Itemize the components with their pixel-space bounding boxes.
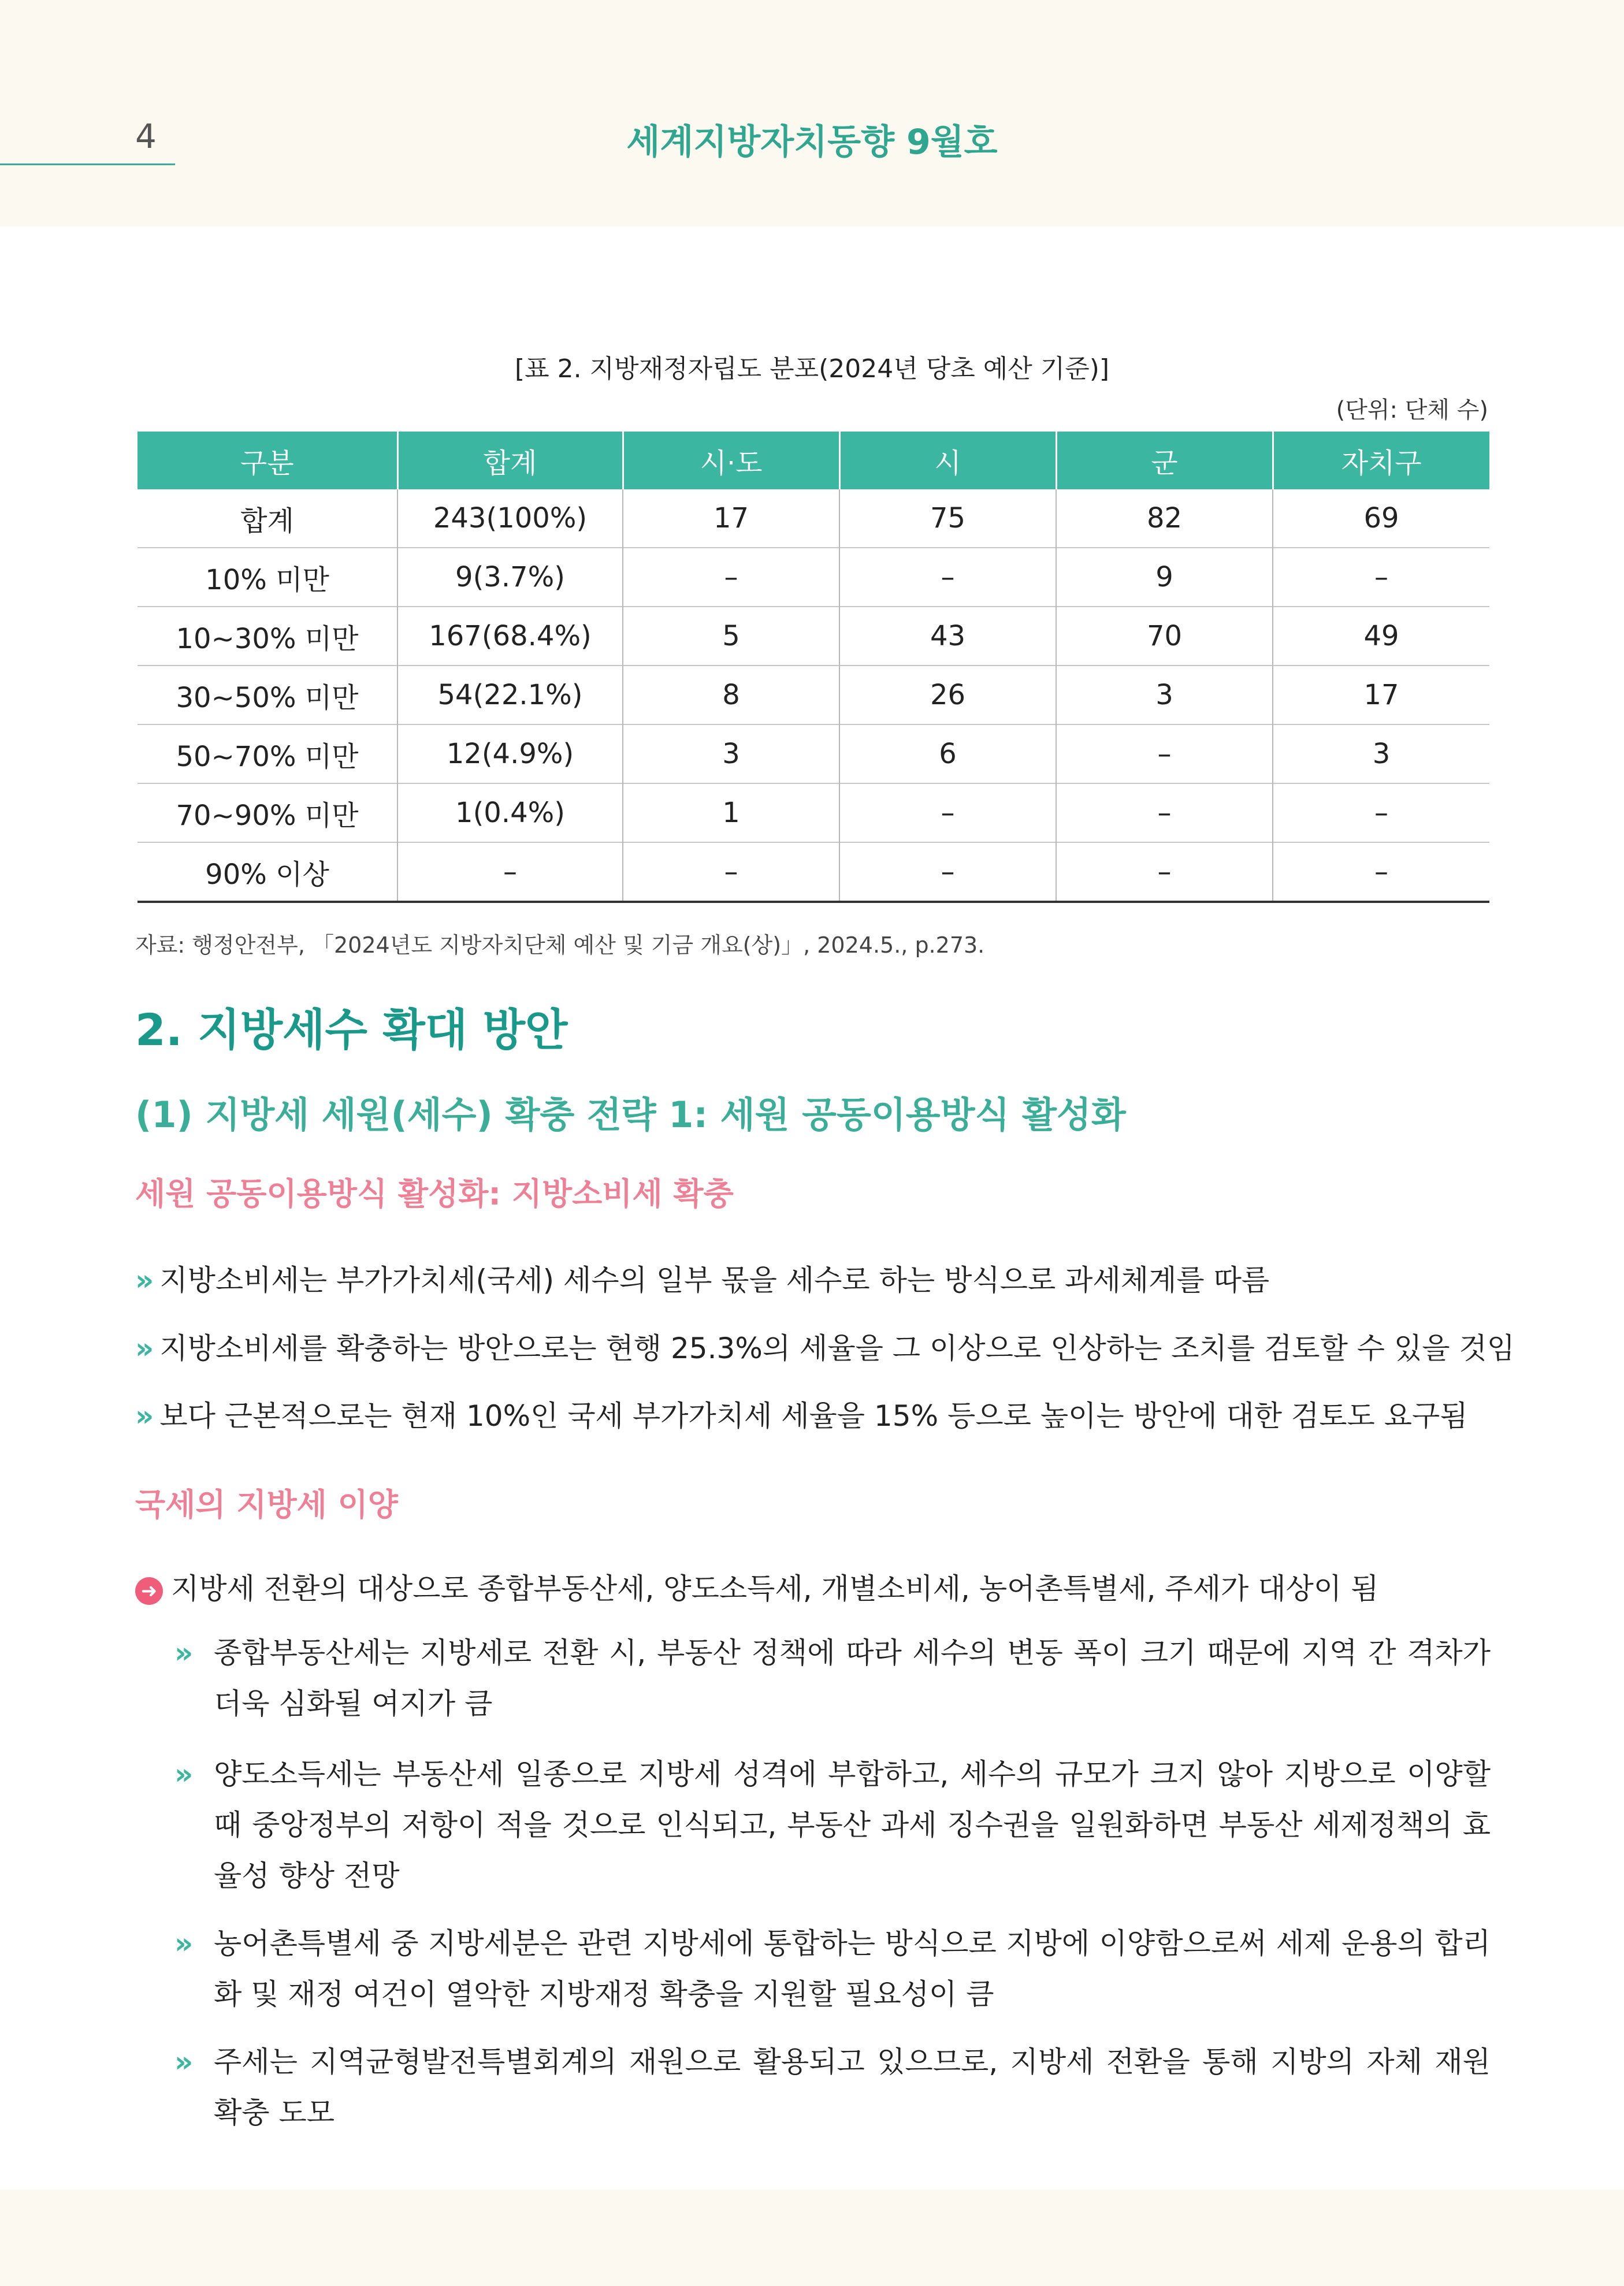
table-cell: 17	[1273, 666, 1489, 724]
table-cell: 6	[839, 724, 1056, 783]
table-cell: 26	[839, 666, 1056, 724]
table-cell: 3	[1273, 724, 1489, 783]
column-header: 구분	[137, 432, 397, 489]
list-item	[135, 1257, 1269, 1299]
table-cell: –	[623, 842, 839, 902]
list-item-text: 지방소비세를 확충하는 방안으로는 현행 25.3%의 세율을 그 이상으로 인상하는 조치를 검토할 수 있을 것임	[159, 1332, 1515, 1365]
double-chevron-right-icon: »	[174, 1757, 194, 1791]
sub-list-item-text: 농어촌특별세 중 지방세분은 관련 지방세에 통합하는 방식으로 지방에 이양함으로써 세제 운용의 합리화 및 재정 여건이 열악한 지방재정 확충을 지원할 필요성이 큼	[214, 1927, 1491, 2011]
footer-band	[0, 2190, 1624, 2286]
table-cell: –	[839, 783, 1056, 842]
table-cell: 49	[1273, 607, 1489, 666]
table-cell: 70~90% 미만	[137, 783, 397, 842]
sub-list-item-text: 양도소득세는 부동산세 일종으로 지방세 성격에 부합하고, 세수의 규모가 크지 않아 지방으로 이양할 때 중앙정부의 저항이 적을 것으로 인식되고, 부동산 과세 징수권을 일원화하면 부동산 세제정책의 효율성 향상 전망	[214, 1757, 1491, 1893]
table-unit-note: (단위: 단체 수)	[1336, 397, 1488, 423]
table-row	[137, 666, 1489, 724]
table-cell: 75	[839, 489, 1056, 548]
table-cell: 8	[623, 666, 839, 724]
double-chevron-right-icon: »	[174, 1927, 194, 1960]
table-caption: [표 2. 지방재정자립도 분포(2024년 당초 예산 기준)]	[514, 354, 1110, 384]
double-chevron-right-icon: »	[174, 1636, 194, 1670]
table-cell: 1(0.4%)	[397, 783, 623, 842]
circle-arrow-right-icon: ➜	[135, 1577, 163, 1605]
double-chevron-right-icon: »	[135, 1263, 154, 1297]
table-cell: 167(68.4%)	[397, 607, 623, 666]
table-row	[137, 783, 1489, 842]
table-row	[137, 489, 1489, 548]
sub-list-item	[174, 1918, 1491, 2020]
table-header-row	[137, 432, 1489, 489]
table-source-note: 자료: 행정안전부, 「2024년도 지방자치단체 예산 및 기금 개요(상)」, 2024.5., p.273.	[135, 932, 985, 958]
table-cell: 17	[623, 489, 839, 548]
table-cell: –	[1273, 842, 1489, 902]
table-cell: 10% 미만	[137, 548, 397, 607]
table-cell: –	[623, 548, 839, 607]
table-cell: –	[397, 842, 623, 902]
double-chevron-right-icon: »	[135, 1332, 154, 1365]
list-item	[135, 1393, 1468, 1434]
topic-title-tax-transfer: 국세의 지방세 이양	[135, 1486, 398, 1523]
header-band	[0, 0, 1624, 226]
table-cell: –	[839, 548, 1056, 607]
distribution-table	[137, 432, 1489, 903]
table-cell: –	[1056, 724, 1273, 783]
table-cell: 12(4.9%)	[397, 724, 623, 783]
table-cell: 70	[1056, 607, 1273, 666]
table-cell: 9(3.7%)	[397, 548, 623, 607]
section-subheading: (1) 지방세 세원(세수) 확충 전략 1: 세원 공동이용방식 활성화	[135, 1094, 1126, 1136]
sub-list-item-text: 주세는 지역균형발전특별회계의 재원으로 활용되고 있으므로, 지방세 전환을 통해 지방의 자체 재원 확충 도모	[214, 2045, 1491, 2129]
column-header: 자치구	[1273, 432, 1489, 489]
column-header: 합계	[397, 432, 623, 489]
table-row	[137, 607, 1489, 666]
lead-item	[135, 1566, 1378, 1607]
section-heading: 2. 지방세수 확대 방안	[135, 1004, 568, 1055]
page-number: 4	[135, 117, 157, 156]
topic-title-vat-expansion: 세원 공동이용방식 활성화: 지방소비세 확충	[135, 1176, 734, 1212]
table-cell: –	[1273, 548, 1489, 607]
table-cell: 3	[1056, 666, 1273, 724]
table-cell: 54(22.1%)	[397, 666, 623, 724]
table-cell: –	[1273, 783, 1489, 842]
sub-list-item	[174, 1749, 1491, 1901]
lead-item-text: 지방세 전환의 대상으로 종합부동산세, 양도소득세, 개별소비세, 농어촌특별세, 주세가 대상이 됨	[171, 1572, 1379, 1605]
table-cell: –	[839, 842, 1056, 902]
table-row	[137, 548, 1489, 607]
sub-list-item-text: 종합부동산세는 지방세로 전환 시, 부동산 정책에 따라 세수의 변동 폭이 크기 때문에 지역 간 격차가 더욱 심화될 여지가 큼	[214, 1636, 1491, 1720]
table-cell: 합계	[240, 504, 294, 537]
table-cell: –	[1056, 783, 1273, 842]
column-header: 시·도	[623, 432, 839, 489]
publication-title: 세계지방자치동향 9월호	[626, 122, 998, 162]
table-cell: 1	[623, 783, 839, 842]
table-row	[137, 724, 1489, 783]
table-cell: 30~50% 미만	[137, 666, 397, 724]
table-cell: 3	[623, 724, 839, 783]
column-header: 시	[839, 432, 1056, 489]
double-chevron-right-icon: »	[135, 1399, 154, 1433]
table-cell: 43	[839, 607, 1056, 666]
sub-list-item	[174, 2036, 1491, 2138]
table-cell: 243(100%)	[397, 489, 623, 548]
list-item-text: 지방소비세는 부가가치세(국세) 세수의 일부 몫을 세수로 하는 방식으로 과세체계를 따름	[159, 1263, 1270, 1297]
table-cell: 69	[1273, 489, 1489, 548]
double-chevron-right-icon: »	[174, 2045, 194, 2079]
table-cell: 90% 이상	[137, 842, 397, 902]
list-item	[135, 1325, 1515, 1367]
table-cell: 9	[1056, 548, 1273, 607]
table-cell: 82	[1056, 489, 1273, 548]
table-cell: 10~30% 미만	[137, 607, 397, 666]
table-cell: –	[1056, 842, 1273, 902]
table-cell: 5	[623, 607, 839, 666]
table-cell: 50~70% 미만	[137, 724, 397, 783]
sub-list-item	[174, 1627, 1491, 1729]
table-row	[137, 842, 1489, 902]
column-header: 군	[1056, 432, 1273, 489]
list-item-text: 보다 근본적으로는 현재 10%인 국세 부가가치세 세율을 15% 등으로 높이는 방안에 대한 검토도 요구됨	[159, 1399, 1468, 1433]
